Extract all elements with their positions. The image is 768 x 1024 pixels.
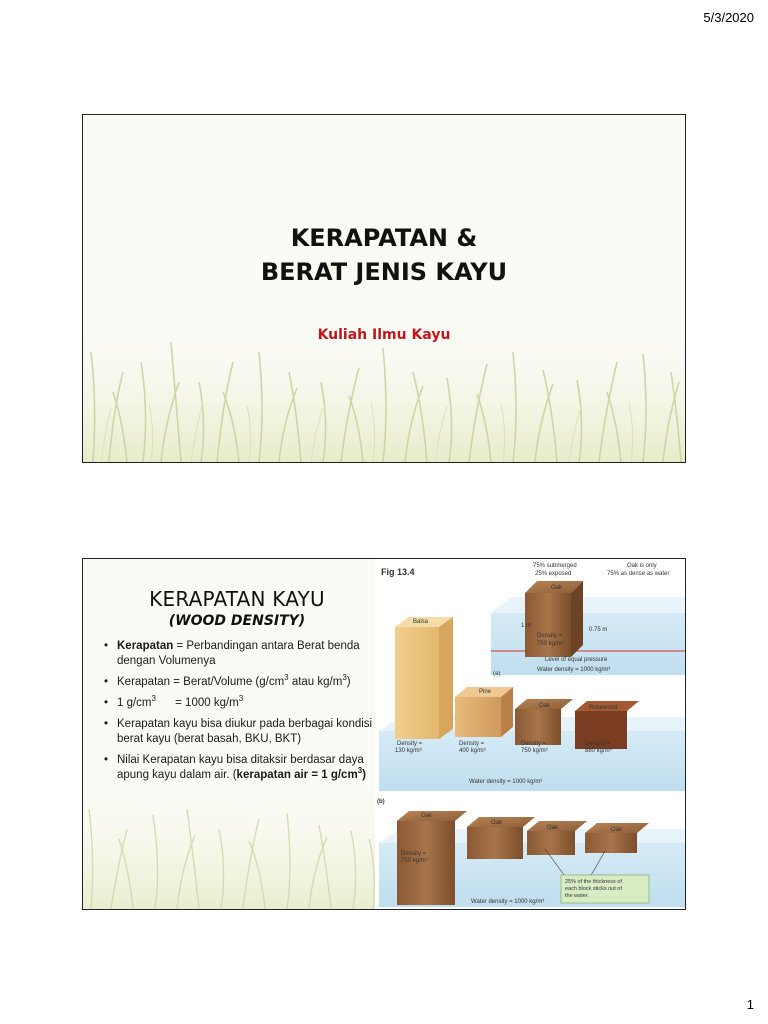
figure-label: Fig 13.4 bbox=[381, 567, 415, 577]
density-top-value: 750 kg/m³ bbox=[537, 641, 564, 647]
bullet-text: atau kg/m bbox=[288, 676, 343, 688]
page-number: 1 bbox=[746, 997, 754, 1012]
superscript: 3 bbox=[284, 673, 289, 683]
bullet-text: = 1000 kg/m bbox=[155, 697, 239, 709]
bullet-text: ) bbox=[346, 676, 351, 688]
oak-block-b3 bbox=[527, 831, 575, 855]
balsa-label: Balsa bbox=[413, 619, 429, 625]
note-exposed: 25% exposed bbox=[535, 571, 572, 577]
pine-block-front bbox=[455, 697, 501, 737]
panel-b-label: (b) bbox=[377, 799, 385, 805]
bullet-text: Kerapatan = Berat/Volume (g/cm bbox=[117, 676, 285, 688]
b-density-value: 750 kg/m³ bbox=[401, 858, 428, 864]
oak-block-b4 bbox=[585, 833, 637, 853]
callout-line-text-3: the water. bbox=[565, 893, 589, 899]
slide-title: KERAPATAN KAYU bbox=[149, 587, 325, 611]
oak-b4-label: Oak bbox=[611, 827, 623, 833]
note-oak-only: Oak is only bbox=[627, 563, 657, 569]
oak-top-label: Oak bbox=[551, 585, 563, 591]
dim-075m: 0.75 m bbox=[589, 627, 608, 633]
slide-title-line-1: KERAPATAN & bbox=[290, 224, 478, 252]
bullet-item bbox=[101, 675, 373, 690]
bullet-item bbox=[101, 753, 373, 783]
wood-density-figure bbox=[375, 559, 685, 909]
callout-line-text-2: each block sticks out of bbox=[565, 886, 622, 892]
oak-block-mid-front bbox=[515, 709, 561, 745]
page-date: 5/3/2020 bbox=[703, 10, 754, 25]
bullet-text: 1 g/cm bbox=[117, 697, 152, 709]
density-balsa-label: Density = bbox=[397, 741, 423, 747]
bullet-text: Kerapatan kayu bisa diukur pada berbagai kondisi berat kayu (berat basah, BKU, BKT) bbox=[117, 718, 373, 745]
note-submerged: 75% submerged bbox=[533, 563, 577, 569]
density-pine-value: 400 kg/m³ bbox=[459, 748, 486, 754]
oak-b1-label: Oak bbox=[421, 813, 433, 819]
water-density-mid: Water density = 1000 kg/m³ bbox=[469, 779, 543, 785]
figure-illustration bbox=[375, 559, 685, 909]
density-top-label: Density = bbox=[537, 633, 563, 639]
oak-b2-label: Oak bbox=[491, 820, 503, 826]
water-density-b: Water density = 1000 kg/m³ bbox=[471, 899, 545, 905]
rosewood-label: Rosewood bbox=[589, 705, 618, 711]
bullet-bold-text: ) bbox=[362, 769, 366, 781]
density-rosewood-value: 880 kg/m³ bbox=[585, 748, 612, 754]
pine-label: Pine bbox=[479, 689, 492, 695]
bullet-item bbox=[101, 639, 373, 669]
slide-subtitle: (WOOD DENSITY) bbox=[168, 613, 306, 629]
b-density-label: Density = bbox=[401, 851, 427, 857]
density-pine-label: Density = bbox=[459, 741, 485, 747]
superscript-bold: 3 bbox=[357, 766, 363, 776]
superscript: 3 bbox=[342, 673, 347, 683]
oak-block-a-right bbox=[571, 581, 583, 657]
oak-mid-label: Oak bbox=[539, 703, 551, 709]
note-oak-dense: 75% as dense as water bbox=[607, 571, 670, 577]
slide-text-column bbox=[101, 587, 373, 789]
bullet-text: = Perbandingan antara Berat benda dengan Volumenya bbox=[117, 640, 360, 667]
slide-title-line-2: BERAT JENIS KAYU bbox=[260, 258, 508, 286]
panel-a-label: (a) bbox=[493, 671, 501, 677]
water-density-a: Water density = 1000 kg/m³ bbox=[537, 667, 611, 673]
density-balsa-value: 130 kg/m³ bbox=[395, 748, 422, 754]
bullet-list bbox=[101, 639, 373, 783]
wood-density-slide bbox=[82, 558, 686, 910]
superscript: 3 bbox=[151, 694, 156, 704]
slide-subtitle: Kuliah Ilmu Kayu bbox=[317, 327, 451, 343]
water-surface-a bbox=[491, 597, 685, 613]
superscript: 3 bbox=[238, 694, 244, 704]
bullet-term: Kerapatan bbox=[117, 640, 174, 652]
bullet-text: Nilai Kerapatan kayu bisa ditaksir berdasar daya apung kayu dalam air. ( bbox=[117, 754, 364, 781]
oak-block-a-side bbox=[525, 593, 571, 657]
title-slide bbox=[82, 114, 686, 463]
balsa-block-front bbox=[395, 627, 439, 739]
density-rosewood-label: Density = bbox=[585, 741, 611, 747]
bullet-item bbox=[101, 696, 373, 711]
dim-1m: 1 m bbox=[521, 623, 532, 629]
oak-block-b2 bbox=[467, 827, 523, 859]
slide-title bbox=[83, 221, 685, 289]
level-equal-pressure: Level of equal pressure bbox=[545, 657, 608, 663]
balsa-block-side bbox=[439, 617, 453, 739]
callout-line-text-1: 25% of the thickness of bbox=[565, 879, 622, 885]
bullet-item bbox=[101, 717, 373, 747]
bullet-bold-text: kerapatan air = 1 g/cm bbox=[236, 769, 358, 781]
density-oak-label: Density = bbox=[521, 741, 547, 747]
density-oak-value: 750 kg/m³ bbox=[521, 748, 548, 754]
oak-b3-label: Oak bbox=[547, 825, 559, 831]
